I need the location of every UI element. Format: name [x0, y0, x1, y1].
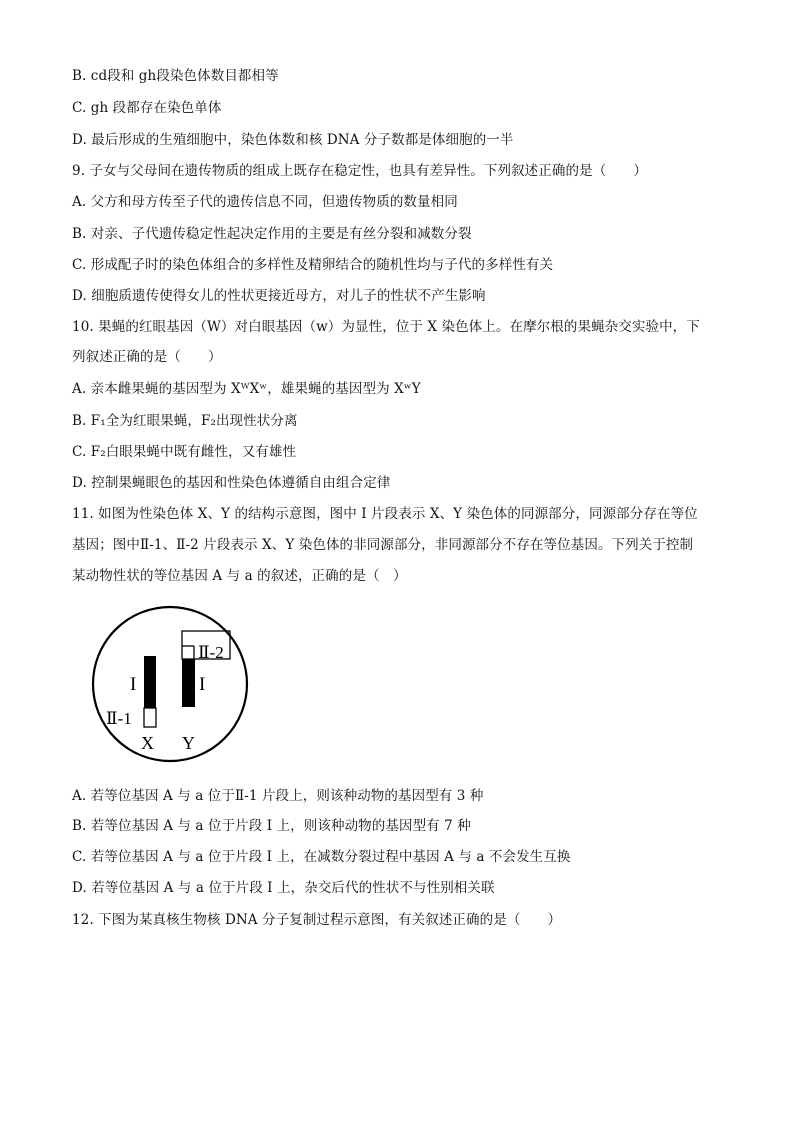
y-chromosome-segment-I: [182, 659, 195, 707]
label-II-2: Ⅱ-2: [198, 643, 224, 662]
question-12-stem: 12. 下图为某真核生物核 DNA 分子复制过程示意图，有关叙述正确的是（ ）: [72, 912, 562, 928]
option-10a: A. 亲本雌果蝇的基因型为 XᵂXʷ，雄果蝇的基因型为 XʷY: [72, 381, 421, 397]
option-9a: A. 父方和母方传至子代的遗传信息不同，但遗传物质的数量相同: [72, 194, 458, 210]
option-11b: B. 若等位基因 A 与 a 位于片段 I 上，则该种动物的基因型有 7 种: [72, 818, 471, 834]
question-9-stem: 9. 子女与父母间在遗传物质的组成上既存在稳定性，也具有差异性。下列叙述正确的是（ ）: [72, 163, 648, 179]
option-9c: C. 形成配子时的染色体组合的多样性及精卵结合的随机性均与子代的多样性有关: [72, 257, 554, 273]
x-chromosome-segment-II1: [144, 708, 156, 727]
option-11a: A. 若等位基因 A 与 a 位于Ⅱ-1 片段上，则该种动物的基因型有 3 种: [72, 788, 484, 804]
option-8c: C. gh 段都存在染色单体: [72, 100, 222, 116]
question-10-stem-line2: 列叙述正确的是（ ）: [72, 349, 222, 365]
label-I-left: I: [130, 674, 137, 695]
option-10d: D. 控制果蝇眼色的基因和性染色体遵循自由组合定律: [72, 475, 391, 491]
option-9b: B. 对亲、子代遗传稳定性起决定作用的主要是有丝分裂和减数分裂: [72, 226, 472, 242]
option-8b: B. cd段和 gh段染色体数目都相等: [72, 68, 279, 84]
option-10c: C. F₂白眼果蝇中既有雌性，又有雄性: [72, 444, 297, 460]
question-11-stem-line1: 11. 如图为性染色体 X、Y 的结构示意图，图中 I 片段表示 X、Y 染色体的同源部分，同源部分存在等位: [72, 506, 698, 522]
label-II-1: Ⅱ-1: [106, 709, 132, 728]
question-10-stem-line1: 10. 果蝇的红眼基因（W）对白眼基因（w）为显性，位于 X 染色体上。在摩尔根的果蝇杂交实验中，下: [72, 319, 700, 335]
cell-outline: [93, 607, 247, 761]
sex-chromosome-diagram: [90, 604, 252, 764]
option-8d: D. 最后形成的生殖细胞中，染色体数和核 DNA 分子数都是体细胞的一半: [72, 132, 514, 148]
question-11-stem-line2: 基因；图中Ⅱ-1、Ⅱ-2 片段表示 X、Y 染色体的非同源部分，非同源部分不存在等位基因。下列关于控制: [72, 537, 694, 553]
option-11d: D. 若等位基因 A 与 a 位于片段 I 上，杂交后代的性状不与性别相关联: [72, 880, 495, 896]
label-Y: Y: [182, 733, 195, 753]
x-chromosome-segment-I: [144, 656, 156, 708]
option-9d: D. 细胞质遗传使得女儿的性状更接近母方，对儿子的性状不产生影响: [72, 288, 486, 304]
label-I-right: I: [199, 674, 206, 695]
option-10b: B. F₁全为红眼果蝇，F₂出现性状分离: [72, 413, 298, 429]
option-11c: C. 若等位基因 A 与 a 位于片段 I 上，在减数分裂过程中基因 A 与 a 不会发生互换: [72, 849, 571, 865]
question-11-stem-line3: 某动物性状的等位基因 A 与 a 的叙述，正确的是（ ）: [72, 568, 407, 584]
label-X: X: [141, 733, 154, 753]
